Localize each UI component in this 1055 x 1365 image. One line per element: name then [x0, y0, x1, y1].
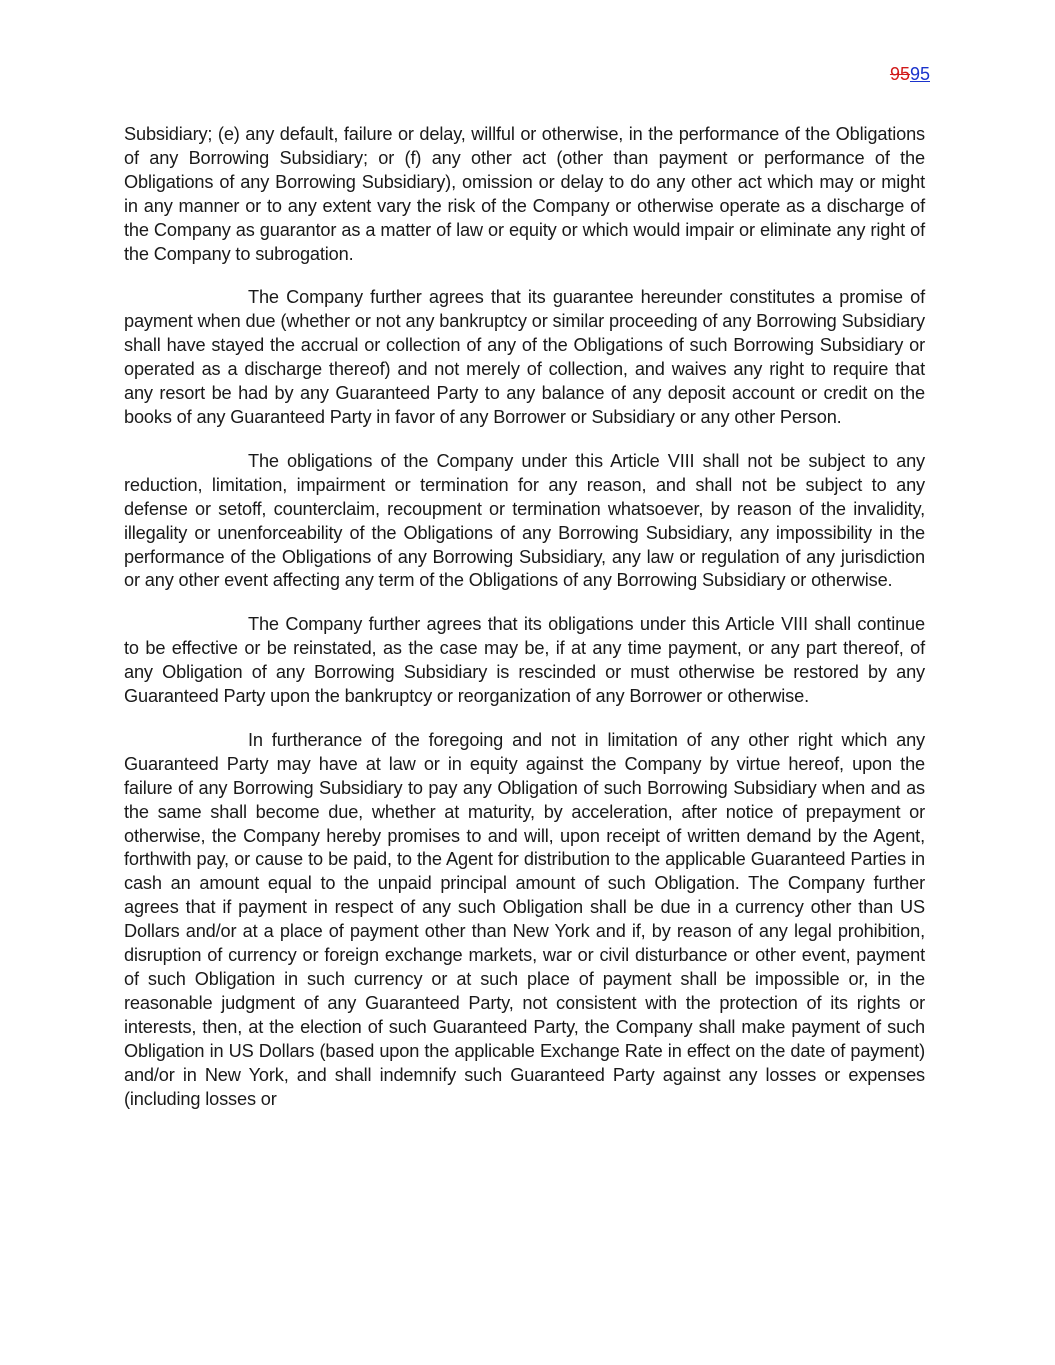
- page-number: [890, 63, 930, 85]
- paragraph-furtherance: In furtherance of the foregoing and not in limitation of any other right which any Guaranteed Party may have at law or in equity against the Company by virtue hereof, upon the failure of any Borrowing Subsidiary to pay any Obligation of such Borrowing Subsidiary when and as the same shall become due, whether at maturity, by acceleration, after notice of prepayment or otherwise, the Company hereby promises to and will, upon receipt of written demand by the Agent, forthwith pay, or cause to be paid, to the Agent for distribution to the applicable Guaranteed Parties in cash an amount equal to the unpaid principal amount of such Obligation. The Company further agrees that if payment in respect of any such Obligation shall be due in a currency other than US Dollars and/or at a place of payment other than New York and if, by reason of any legal prohibition, disruption of currency or foreign exchange markets, war or civil disturbance or other event, payment of such Obligation in such currency or at such place of payment shall be impossible or, in the reasonable judgment of any Guaranteed Party, not consistent with the protection of its rights or interests, then, at the election of such Guaranteed Party, the Company shall make payment of such Obligation in US Dollars (based upon the applicable Exchange Rate in effect on the date of payment) and/or in New York, and shall indemnify such Guaranteed Party against any losses or expenses (including losses or: [124, 729, 925, 1109]
- page-number-inserted: 95: [909, 64, 930, 84]
- paragraph-continuation: Subsidiary; (e) any default, failure or delay, willful or otherwise, in the performance of the Obligations of any Borrowing Subsidiary; or (f) any other act (other than payment or performance of the Obligations of any Borrowing Subsidiary), omission or delay to do any other act which may or might in any manner or to any extent vary the risk of the Company or otherwise operate as a discharge of the Company as guarantor as a matter of law or equity or which would impair or eliminate any right of the Company to subrogation.: [124, 124, 925, 264]
- paragraph-reinstatement: The Company further agrees that its obligations under this Article VIII shall continue to be effective or be reinstated, as the case may be, if at any time payment, or any part thereof, of any Obligation of any Borrowing Subsidiary is rescinded or must otherwise be restored by any Guaranteed Party upon the bankruptcy or reorganization of any Borrower or otherwise.: [124, 614, 925, 707]
- page-number-deleted: 95: [889, 64, 910, 84]
- document-body: [124, 123, 925, 1131]
- paragraph-promise-of-payment: The Company further agrees that its guarantee hereunder constitutes a promise of payment when due (whether or not any bankruptcy or similar proceeding of any Borrowing Subsidiary shall have stayed the accrual or collection of any of the Obligations of such Borrowing Subsidiary or operated as a discharge thereof) and not merely of collection, and waives any right to require that any resort be had by any Guaranteed Party to any balance of any deposit account or credit on the books of any Guaranteed Party in favor of any Borrower or Subsidiary or any other Person.: [124, 287, 925, 427]
- paragraph-obligations-not-subject: The obligations of the Company under this Article VIII shall not be subject to any reduction, limitation, impairment or termination for any reason, and shall not be subject to any defense or setoff, counterclaim, recoupment or termination whatsoever, by reason of the invalidity, illegality or unenforceability of the Obligations of any Borrowing Subsidiary, any impossibility in the performance of the Obligations of any Borrowing Subsidiary, any law or regulation of any jurisdiction or any other event affecting any term of the Obligations of any Borrowing Subsidiary or otherwise.: [124, 450, 925, 591]
